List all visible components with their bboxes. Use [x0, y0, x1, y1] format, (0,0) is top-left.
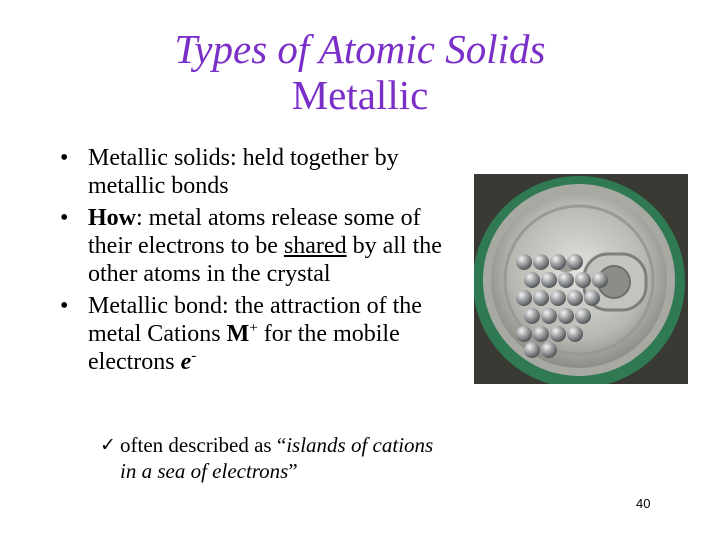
metal-sphere [541, 272, 557, 288]
metal-sphere [524, 342, 540, 358]
bullet-text: Metallic bond: the attraction of the metal Cations [88, 293, 422, 347]
sub-bullet-italic: islands of cations in a sea of electrons [120, 433, 434, 483]
cation-symbol: M [226, 321, 250, 347]
page-number: 40 [636, 496, 651, 511]
metal-sphere [524, 272, 540, 288]
metal-sphere [550, 290, 566, 306]
title-line-1: Types of Atomic Solids [174, 26, 546, 72]
metal-sphere [516, 254, 532, 270]
bullet-item-1 [60, 144, 460, 200]
metal-sphere [575, 308, 591, 324]
sub-bullet [100, 432, 440, 484]
soda-can-icon [474, 174, 688, 384]
bullet-text: for the mobile electrons [88, 321, 400, 375]
bullet-bold-term: How [88, 205, 136, 231]
electron-symbol: e [180, 349, 192, 375]
metal-sphere [567, 326, 583, 342]
metal-sphere [575, 272, 591, 288]
title-line-2: Metallic [291, 72, 429, 118]
metal-sphere [558, 272, 574, 288]
metal-sphere [567, 290, 583, 306]
metal-sphere [558, 308, 574, 324]
metal-sphere [567, 254, 583, 270]
metal-sphere [516, 326, 532, 342]
metal-sphere [541, 342, 557, 358]
metal-sphere [533, 326, 549, 342]
metal-sphere [541, 308, 557, 324]
metal-sphere [592, 272, 608, 288]
metal-sphere [550, 254, 566, 270]
metal-sphere [584, 290, 600, 306]
metal-sphere [533, 254, 549, 270]
bullet-dot: • [60, 205, 69, 231]
bullet-text: : metal atoms release some of their electrons to be [88, 205, 421, 259]
bullet-text: Metallic solids: held together by metallic bonds [88, 145, 399, 199]
cation-charge: + [249, 320, 258, 336]
bullet-item-3 [60, 292, 460, 376]
soda-can-photo [474, 174, 688, 384]
bullet-dot: • [60, 145, 69, 171]
bullet-list [60, 144, 460, 380]
sub-bullet-text: often described as “islands of cations in a sea of electrons” [120, 433, 434, 483]
electron-charge: - [191, 348, 197, 364]
metal-sphere [533, 290, 549, 306]
slide-title [0, 26, 720, 118]
metal-sphere [524, 308, 540, 324]
bullet-item-2 [60, 204, 460, 288]
bullet-text: by all the other atoms in the crystal [88, 233, 442, 287]
bullet-dot: • [60, 293, 69, 319]
check-icon: ✓ [100, 434, 116, 456]
metal-sphere [550, 326, 566, 342]
underlined-word: shared [283, 233, 347, 259]
metal-sphere [516, 290, 532, 306]
